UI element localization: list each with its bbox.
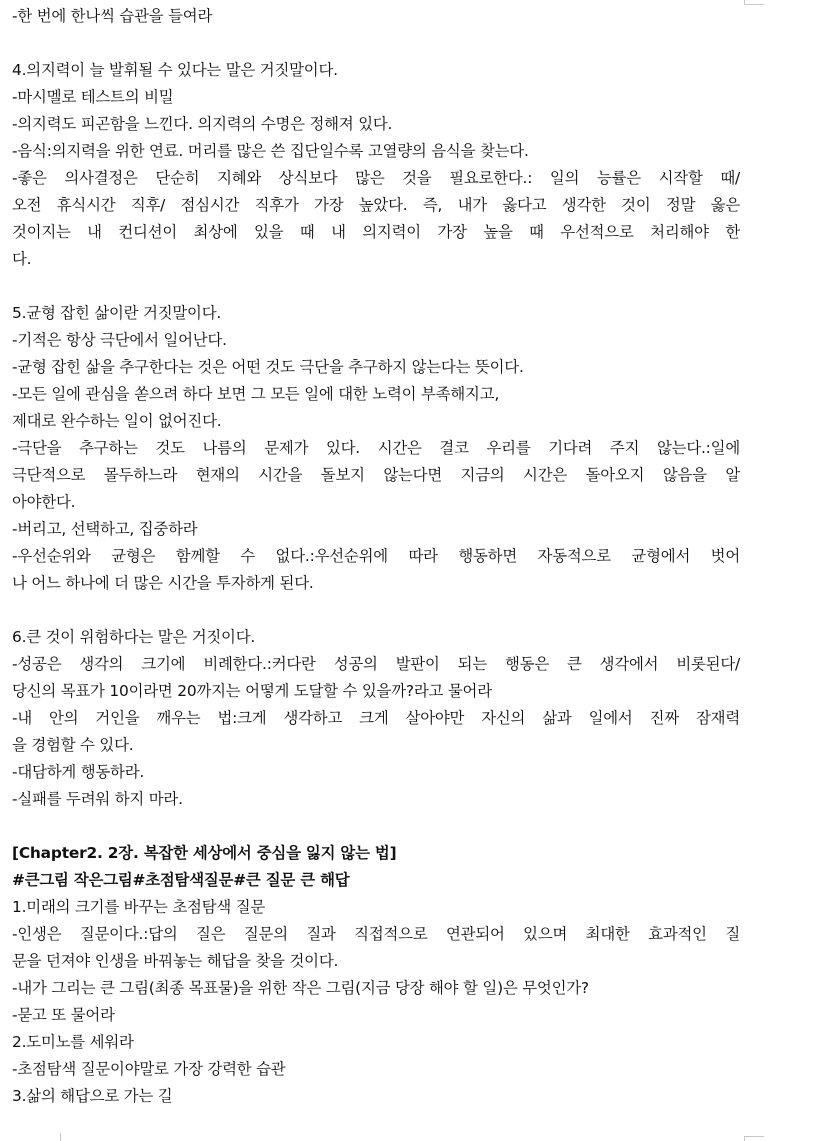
crop-mark bbox=[744, 4, 764, 5]
crop-mark bbox=[744, 0, 745, 5]
text-line: -음식:의지력을 위한 연료. 머리를 많은 쓴 집단일수록 고열량의 음식을 찾는다. bbox=[12, 142, 529, 160]
text-line: 3.삶의 해답으로 가는 길 bbox=[12, 1087, 173, 1105]
paragraph-line: -성공은 생각의 크기에 비례한다.:커다란 성공의 발판이 되는 행동은 큰 생각에서 비롯된다/ bbox=[12, 655, 740, 673]
text-line: -실패를 두려워 하지 마라. bbox=[12, 790, 183, 808]
text-line: -마시멜로 테스트의 비밀 bbox=[12, 88, 174, 106]
text-line: 4.의지력이 늘 발휘될 수 있다는 말은 거짓말이다. bbox=[12, 61, 338, 79]
paragraph-line: 당신의 목표가 10이라면 20까지는 어떻게 도달할 수 있을까?라고 물어라 bbox=[12, 682, 492, 700]
paragraph-line: -인생은 질문이다.:답의 질은 질문의 질과 직접적으로 연관되어 있으며 최대한 효과적인 질 bbox=[12, 925, 740, 943]
heading-line: #큰그림 작은그림#초점탐색질문#큰 질문 큰 해답 bbox=[12, 871, 350, 889]
paragraph-line: -우선순위와 균형은 함께할 수 없다.:우선순위에 따라 행동하면 자동적으로 균형에서 벗어 bbox=[12, 547, 740, 565]
paragraph-line: 극단적으로 몰두하느라 현재의 시간을 돌보지 않는다면 지금의 시간은 돌아오지 않음을 알 bbox=[12, 466, 740, 484]
text-line: -균형 잡힌 삶을 추구한다는 것은 어떤 것도 극단을 추구하지 않는다는 뜻이다. bbox=[12, 358, 524, 376]
text-line: -버리고, 선택하고, 집중하라 bbox=[12, 520, 198, 538]
paragraph-line: 아야한다. bbox=[12, 493, 76, 511]
crop-mark bbox=[60, 1133, 61, 1141]
paragraph-line: -좋은 의사결정은 단순히 지혜와 상식보다 많은 것을 필요로한다.: 일의 능률은 시작할 때/ bbox=[12, 169, 740, 187]
paragraph-line: 오전 휴식시간 직후/ 점심시간 직후가 가장 높았다. 즉, 내가 옳다고 생각한 것이 정말 옳은 bbox=[12, 196, 740, 214]
paragraph-line: 을 경험할 수 있다. bbox=[12, 736, 134, 754]
text-line: 제대로 완수하는 일이 없어진다. bbox=[12, 412, 222, 430]
text-line: 1.미래의 크기를 바꾸는 초점탐색 질문 bbox=[12, 898, 266, 916]
text-line: -기적은 항상 극단에서 일어난다. bbox=[12, 331, 227, 349]
text-line: -의지력도 피곤함을 느낀다. 의지력의 수명은 정해져 있다. bbox=[12, 115, 393, 133]
paragraph-line: 나 어느 하나에 더 많은 시간을 투자하게 된다. bbox=[12, 574, 314, 592]
heading-line: [Chapter2. 2장. 복잡한 세상에서 중심을 잃지 않는 법] bbox=[12, 844, 397, 862]
text-line: -묻고 또 물어라 bbox=[12, 1006, 115, 1024]
paragraph-line: -내 안의 거인을 깨우는 법:크게 생각하고 크게 살아야만 자신의 삶과 일에서 진짜 잠재력 bbox=[12, 709, 740, 727]
paragraph-line: 문을 던져야 인생을 바꿔놓는 해답을 찾을 것이다. bbox=[12, 952, 339, 970]
paragraph-line: 다. bbox=[12, 250, 32, 268]
blank-line bbox=[12, 30, 740, 57]
blank-line bbox=[12, 813, 740, 840]
text-line: 6.큰 것이 위험하다는 말은 거짓이다. bbox=[12, 628, 256, 646]
text-line: -대담하게 행동하라. bbox=[12, 763, 145, 781]
blank-line bbox=[12, 597, 740, 624]
crop-mark bbox=[744, 1136, 764, 1137]
text-line: -모든 일에 관심을 쏟으려 하다 보면 그 모든 일에 대한 노력이 부족해지고, bbox=[12, 385, 500, 403]
text-line: -한 번에 한나씩 습관을 들여라 bbox=[12, 7, 213, 25]
document-body[interactable] bbox=[12, 3, 740, 1110]
paragraph-line: 것이지는 내 컨디션이 최상에 있을 때 내 의지력이 가장 높을 때 우선적으로 처리해야 한 bbox=[12, 223, 740, 241]
paragraph-line: -극단을 추구하는 것도 나름의 문제가 있다. 시간은 결코 우리를 기다려 주지 않는다.:일에 bbox=[12, 439, 740, 457]
text-line: 2.도미노를 세워라 bbox=[12, 1033, 134, 1051]
text-line: 5.균형 잡힌 삶이란 거짓말이다. bbox=[12, 304, 222, 322]
blank-line bbox=[12, 273, 740, 300]
text-line: -초점탐색 질문이야말로 가장 강력한 습관 bbox=[12, 1060, 286, 1078]
crop-mark bbox=[744, 1136, 745, 1141]
text-line: -내가 그리는 큰 그림(최종 목표물)을 위한 작은 그림(지금 당장 해야 할 일)은 무엇인가? bbox=[12, 979, 589, 997]
